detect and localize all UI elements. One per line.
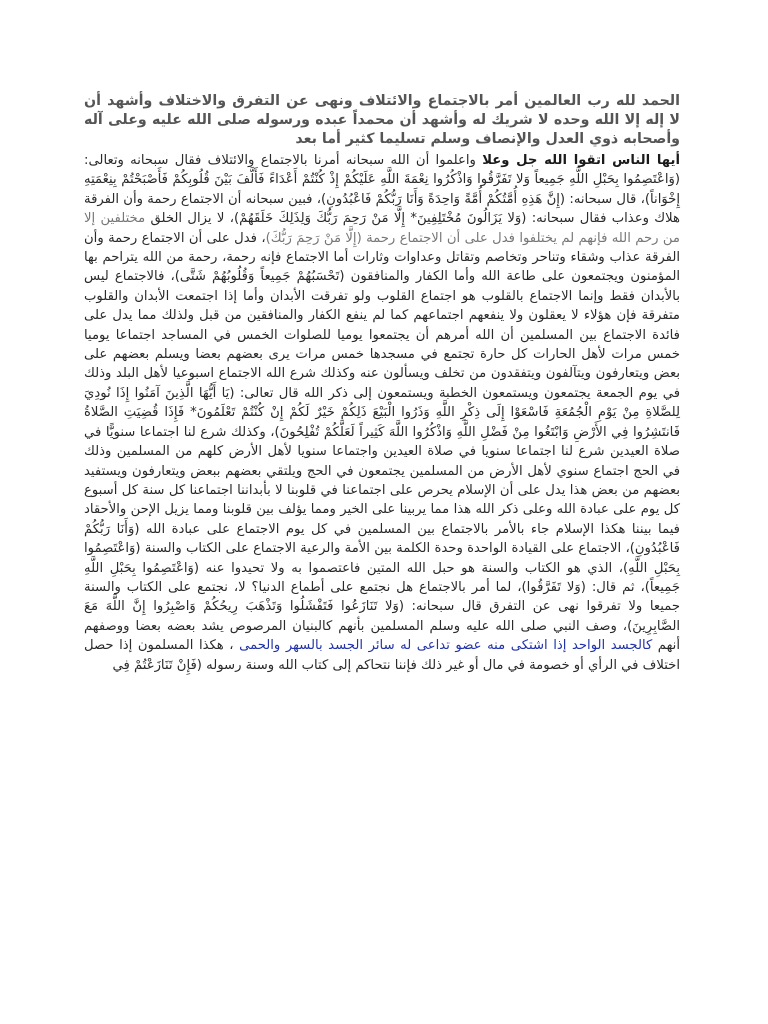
sermon-lead: أيها الناس اتقوا الله جل وعلا (482, 153, 680, 168)
hadith-quote: كالجسد الواحد إذا اشتكى منه عضو تداعى له سائر الجسد بالسهر والحمى (239, 638, 653, 654)
faded-text-segment: مختلفين إلا من رحم الله فإنهم لم يختلفوا فدل على أن الاجتماع رحمة (إِلَّا مَنْ رَحِمَ رَبُّكَ) (84, 211, 680, 246)
paragraph-part-2: ، فدل على أن الاجتماع رحمة وأن الفرقة عذاب وشقاء وتناحر وتخاصم وتقاتل وعداوات وثارات أما الاجتماع فإنه رحمة، رحمة من الله يتراحم بها المؤمنون ويجتمعون على طاعة الله وأما الكفار والمنافقون (تَحْسَبُهُمْ جَمِيعاً وَقُلُوبُهُمْ شَتَّى)، فالاجتماع ليس بالأبدان فقط وإنما الاجتماع بالقلوب هو اجتماع القلوب ولو تفرقت الأبدان وأما إذا اجتمعت الأبدان والقلوب متفرقة فإن هؤلاء لا يعقلون ولا ينفعهم اجتماعهم كما لم ينفع الكفار والمنافقين من قبل ولذلك مما يدل على فائدة الاجتماع بين المسلمين أن الله أمرهم أن يجتمعوا يوميا للصلوات الخمس في المساجد اجتماعا يوميا خمس مرات لأهل الحارات كل حارة تجتمع في مسجدها خمس مرات يرى بعضهم بعضا ويسلم بعضهم على بعض ويتعارفون ويتآلفون ويتفقدون من تخلف ويسألون عنه وكذلك شرع الله الاجتماع اسبوعيا لأهل البلد وذلك في يوم الجمعة يجتمعون ويستمعون الخطبة ويستمعون إلى ذكر الله قال تعالى: (يَا أَيُّهَا الَّذِينَ آمَنُوا إِذَا نُودِيَ لِلصَّلاةِ مِنْ يَوْمِ الْجُمُعَةِ فَاسْعَوْا إِلَى ذِكْرِ اللَّهِ وَذَرُوا الْبَيْعَ ذَلِكُمْ خَيْرٌ لَكُمْ إِنْ كُنْتُمْ تَعْلَمُونَ* فَإِذَا قُضِيَتِ الصَّلاةُ فَانتَشِرُوا فِي الأَرْضِ وَابْتَغُوا مِنْ فَضْلِ اللَّهِ وَاذْكُرُوا اللَّهَ كَثِيراً لَعَلَّكُمْ تُفْلِحُونَ)، وكذلك شرع لنا اجتماعا سنويًّا في صلاة العيدين شرع لنا اجتماعا سنويا في صلاة العيدين واجتماعا سنويا لأهل الأرض كلهم من المسلمين وذلك في الحج اجتماع سنوي لأهل الأرض من المسلمين يجتمعون في الحج ويلتقي بعضهم ببعض ويتعارفون ويستفيد بعضهم من بعض هذا يدل على أن الإسلام يحرص على اجتماعنا في قلوبنا لا بأبداننا اجتماعنا كل سنة كل أسبوع كل يوم على عبادة الله وعلى ذكر الله هذا مما يربينا على الخير ومما يؤلف بين قلوبنا ومما يزيل الإحن والأحقاد فيما بيننا هكذا الإسلام جاء بالأمر بالاجتماع بين المسلمين في كل يوم الاجتماع على عبادة الله (وَأَنَا رَبُّكُمْ فَاعْبُدُونِ)، الاجتماع على القيادة الواحدة وحدة الكلمة بين الأمة والرعية الاجتماع على الكتاب والسنة (وَاعْتَصِمُوا بِحَبْلِ اللَّهِ)، الذي هو الكتاب والسنة هو حبل الله المتين فاعتصموا به ولا تحيدوا عنه (وَاعْتَصِمُوا بِحَبْلِ اللَّهِ جَمِيعاً)، ثم قال: (وَلا تَفَرَّقُوا)، لما أمر بالاجتماع هل نجتمع على أطماع الدنيا؟ لا، نجتمع على الكتاب والسنة جميعا ولا تفرقوا نهى عن التفرق قال سبحانه: (وَلا تَنَازَعُوا فَتَفْشَلُوا وَتَذْهَبَ رِيحُكُمْ وَاصْبِرُوا إِنَّ اللَّهَ مَعَ الصَّابِرِينَ)، وصف النبي صلى الله عليه وسلم المسلمين بأنهم كالبنيان المرصوص يشد بعضه بعضا ووصفهم أنهم (84, 230, 680, 654)
sermon-body (84, 151, 680, 675)
paragraph-part-3: ، هكذا المسلمون إذا حصل اختلاف في الرأي أو خصومة في مال أو غير ذلك فإننا نتحاكم إلى كتاب الله وسنة رسوله (فَإِنْ تَنَازَعْتُمْ فِي (84, 638, 680, 673)
paragraph-part-1: واعلموا أن الله سبحانه أمرنا بالاجتماع والائتلاف فقال سبحانه وتعالى: (وَاعْتَصِمُوا بِحَبْلِ اللَّهِ جَمِيعاً وَلا تَفَرَّقُوا وَاذْكُرُوا نِعْمَةَ اللَّهِ عَلَيْكُمْ إِذْ كُنْتُمْ أَعْدَاءً فَأَلَّفَ بَيْنَ قُلُوبِكُمْ فَأَصْبَحْتُمْ بِنِعْمَتِهِ إِخْوَاناً)، قال سبحانه: (إِنَّ هَذِهِ أُمَّتُكُمْ أُمَّةً وَاحِدَةً وَأَنَا رَبُّكُمْ فَاعْبُدُونِ)، فبين سبحانه أن الاجتماع رحمة وأن الفرقة هلاك وعذاب فقال سبحانه: (وَلا يَزَالُونَ مُخْتَلِفِينَ* إِلَّا مَنْ رَحِمَ رَبُّكَ وَلِذَلِكَ خَلَقَهُمْ)، لا يزال الخلق (84, 153, 680, 227)
sermon-heading: الحمد لله رب العالمين أمر بالاجتماع والائتلاف ونهى عن التفرق والاختلاف وأشهد أن لا إله إلا الله وحده لا شريك له وأشهد أن محمداً عبده ورسوله صلى الله عليه وعلى آله وأصحابه ذوي العدل والإنصاف وسلم تسليما كثير أما بعد (84, 93, 680, 147)
sermon-content (84, 92, 680, 675)
